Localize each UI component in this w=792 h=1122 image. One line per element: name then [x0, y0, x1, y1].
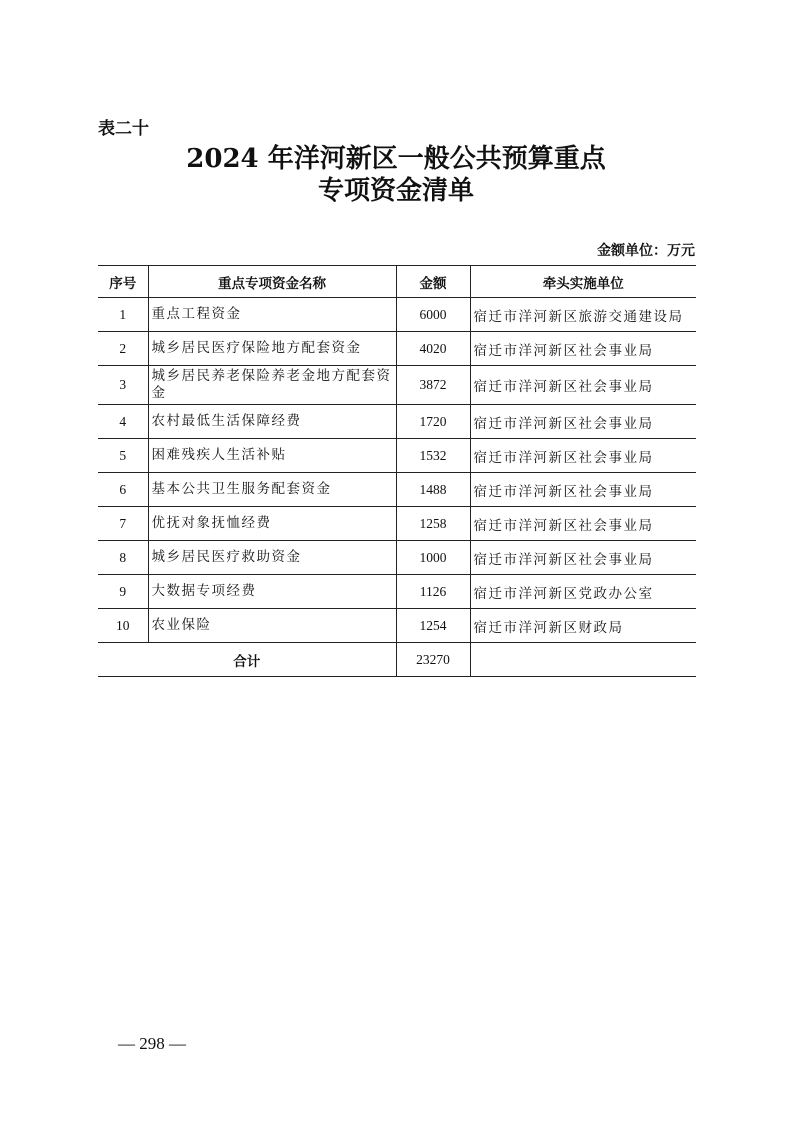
- table-label: 表二十: [98, 119, 149, 139]
- row-seq: 6: [98, 473, 148, 507]
- table-row: [98, 507, 696, 541]
- row-fund-name: 基本公共卫生服务配套资金: [148, 473, 396, 507]
- row-amount: 3872: [396, 366, 470, 405]
- table-row: [98, 298, 696, 332]
- row-fund-name: 大数据专项经费: [148, 575, 396, 609]
- budget-table: [98, 265, 696, 677]
- column-header-amount: 金额: [396, 266, 470, 298]
- row-amount: 1258: [396, 507, 470, 541]
- row-seq: 4: [98, 405, 148, 439]
- title-line-2: 专项资金清单: [317, 176, 474, 206]
- row-lead-unit: 宿迁市洋河新区社会事业局: [470, 507, 696, 541]
- row-seq: 8: [98, 541, 148, 575]
- row-lead-unit: 宿迁市洋河新区社会事业局: [470, 366, 696, 405]
- row-lead-unit: 宿迁市洋河新区社会事业局: [470, 541, 696, 575]
- title-line-1: 2024 年洋河新区一般公共预算重点: [186, 144, 606, 174]
- row-amount: 1720: [396, 405, 470, 439]
- unit-note: 金额单位：万元: [597, 243, 695, 259]
- table-row: [98, 609, 696, 643]
- row-seq: 5: [98, 439, 148, 473]
- table-row: [98, 405, 696, 439]
- row-fund-name: 优抚对象抚恤经费: [148, 507, 396, 541]
- row-amount: 1000: [396, 541, 470, 575]
- table-row: [98, 366, 696, 405]
- row-fund-name: 城乡居民医疗保险地方配套资金: [148, 332, 396, 366]
- row-fund-name: 农村最低生活保障经费: [148, 405, 396, 439]
- document-title: [0, 143, 792, 207]
- row-amount: 1532: [396, 439, 470, 473]
- row-amount: 1126: [396, 575, 470, 609]
- table-row: [98, 541, 696, 575]
- row-amount: 4020: [396, 332, 470, 366]
- table-header-row: [98, 266, 696, 298]
- row-lead-unit: 宿迁市洋河新区社会事业局: [470, 439, 696, 473]
- total-amount: 23270: [396, 643, 470, 677]
- table-row: [98, 332, 696, 366]
- row-fund-name: 城乡居民医疗救助资金: [148, 541, 396, 575]
- total-label: 合计: [98, 643, 396, 677]
- total-row: [98, 643, 696, 677]
- column-header-seq: 序号: [98, 266, 148, 298]
- row-seq: 3: [98, 366, 148, 405]
- row-seq: 7: [98, 507, 148, 541]
- page-number: — 298 —: [118, 1034, 186, 1053]
- row-fund-name: 农业保险: [148, 609, 396, 643]
- table-row: [98, 439, 696, 473]
- column-header-unit: 牵头实施单位: [470, 266, 696, 298]
- row-seq: 1: [98, 298, 148, 332]
- row-fund-name: 城乡居民养老保险养老金地方配套资金: [148, 366, 396, 405]
- column-header-name: 重点专项资金名称: [148, 266, 396, 298]
- row-lead-unit: 宿迁市洋河新区财政局: [470, 609, 696, 643]
- row-seq: 10: [98, 609, 148, 643]
- row-lead-unit: 宿迁市洋河新区旅游交通建设局: [470, 298, 696, 332]
- row-lead-unit: 宿迁市洋河新区社会事业局: [470, 473, 696, 507]
- row-lead-unit: 宿迁市洋河新区社会事业局: [470, 405, 696, 439]
- row-amount: 1488: [396, 473, 470, 507]
- row-amount: 6000: [396, 298, 470, 332]
- row-seq: 2: [98, 332, 148, 366]
- table-row: [98, 575, 696, 609]
- row-amount: 1254: [396, 609, 470, 643]
- row-seq: 9: [98, 575, 148, 609]
- row-fund-name: 困难残疾人生活补贴: [148, 439, 396, 473]
- row-fund-name: 重点工程资金: [148, 298, 396, 332]
- row-lead-unit: 宿迁市洋河新区社会事业局: [470, 332, 696, 366]
- table-row: [98, 473, 696, 507]
- row-lead-unit: 宿迁市洋河新区党政办公室: [470, 575, 696, 609]
- total-unit: [470, 643, 696, 677]
